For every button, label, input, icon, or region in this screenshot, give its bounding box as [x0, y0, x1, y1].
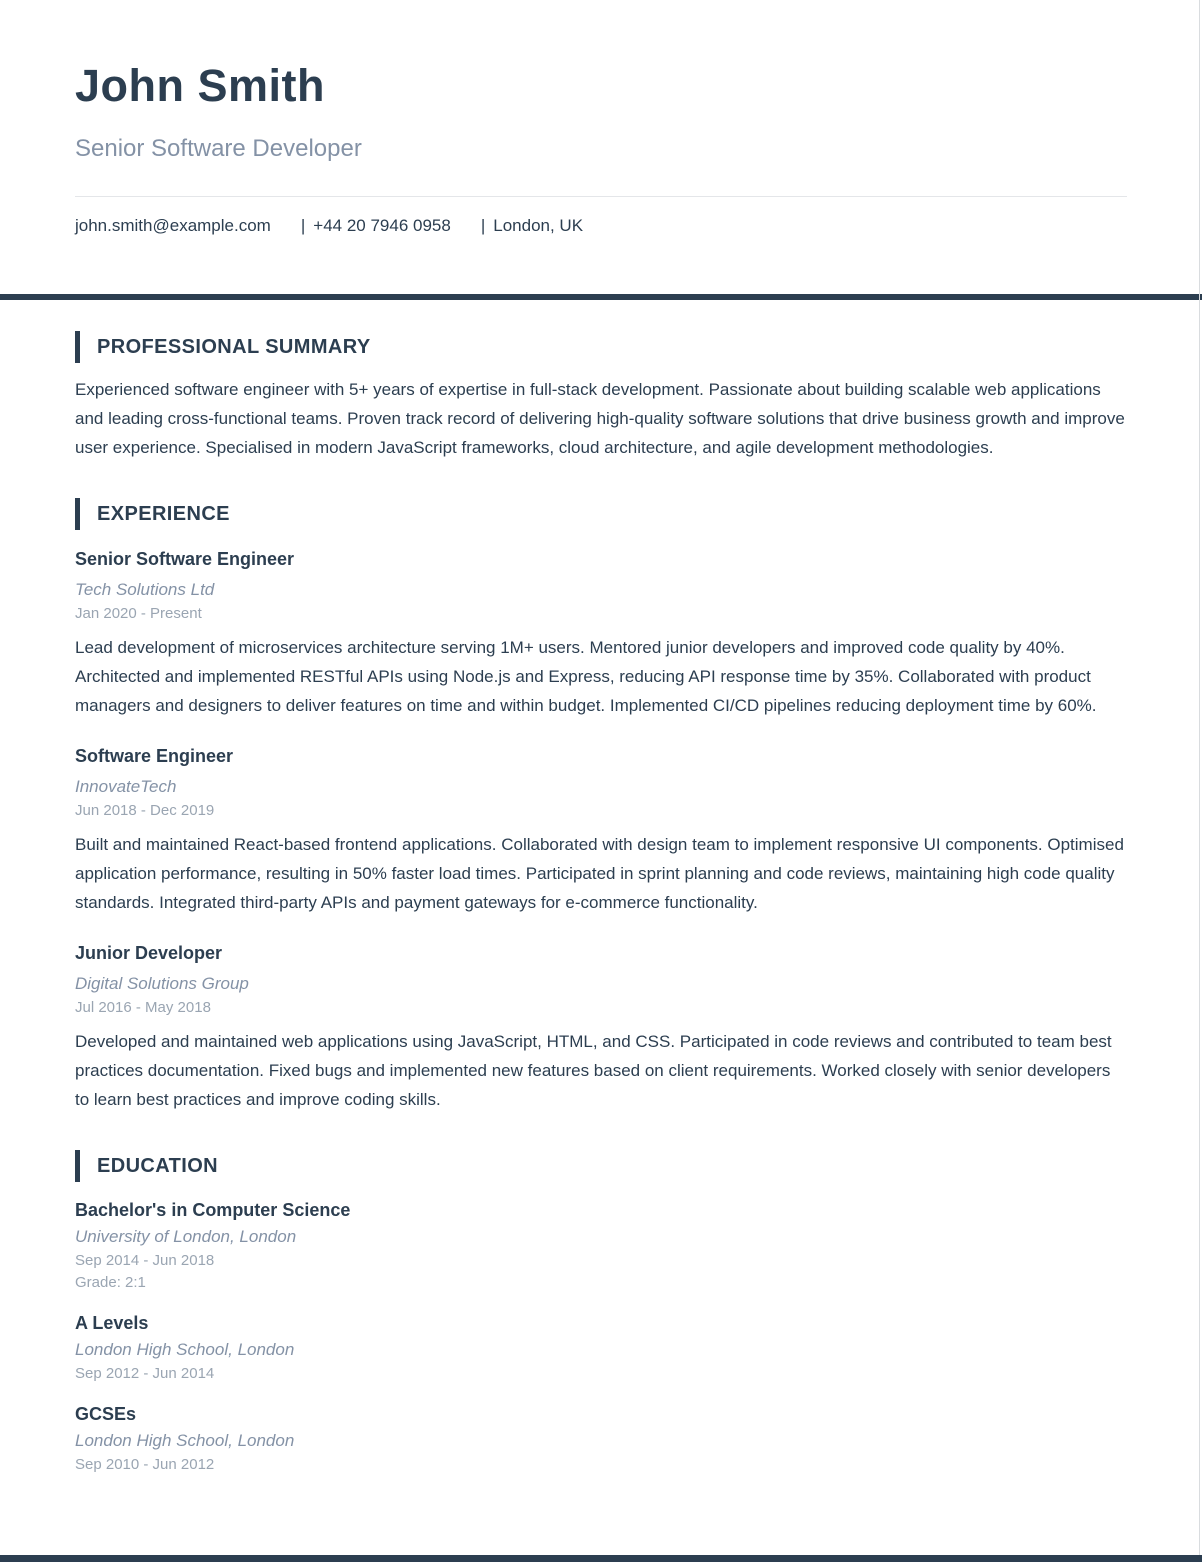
page-right-edge-line [1199, 0, 1200, 1562]
contact-location-group [481, 215, 583, 236]
job-description: Developed and maintained web applications using JavaScript, HTML, and CSS. Participated in code reviews and contributed to team best practices documentation. Fixed bugs and implemented new features based on client requirements. Worked closely with senior developers to learn best practices and improve coding skills. [75, 1032, 1112, 1109]
job-company: Tech Solutions Ltd [75, 580, 215, 599]
job-title: Software Engineer [75, 746, 234, 766]
experience-entry [75, 744, 1127, 917]
contact-info [75, 197, 1127, 236]
section-education [75, 1150, 1127, 1474]
job-dates: Jun 2018 - Dec 2019 [75, 802, 215, 819]
job-dates: Jul 2016 - May 2018 [75, 999, 211, 1016]
job-description: Lead development of microservices architecture serving 1M+ users. Mentored junior developers and improved code quality by 40%. Architected and implemented RESTful APIs using Node.js and Express, reducing API response time by 35%. Collaborated with product managers and designers to deliver features on time and within budget. Implemented CI/CD pipelines reducing deployment time by 60%. [75, 638, 1097, 715]
job-description: Built and maintained React-based frontend applications. Collaborated with design team to implement responsive UI components. Optimised application performance, resulting in 50% faster load times. Participated in sprint planning and code reviews, maintaining high code quality standards. Integrated third-party APIs and payment gateways for e-commerce functionality. [75, 835, 1124, 912]
section-professional-summary [75, 331, 1127, 462]
education-institution: London High School, London [75, 1431, 295, 1450]
job-dates: Jan 2020 - Present [75, 605, 202, 622]
contact-location: London, UK [493, 216, 584, 235]
education-entry [75, 1311, 1127, 1383]
contact-separator: | [480, 216, 486, 235]
experience-entry [75, 941, 1127, 1114]
education-entry [75, 1402, 1127, 1474]
contact-phone: +44 20 7946 0958 [313, 216, 451, 235]
resume-header [0, 0, 1202, 236]
experience-section-heading: EXPERIENCE [75, 498, 1127, 530]
education-title: GCSEs [75, 1404, 137, 1424]
education-institution: London High School, London [75, 1340, 295, 1359]
education-grade: Grade: 2:1 [75, 1274, 146, 1291]
contact-phone-group [301, 215, 451, 236]
footer-divider-bar [0, 1555, 1202, 1562]
education-entry [75, 1198, 1127, 1292]
candidate-name: John Smith [75, 60, 325, 111]
contact-email: john.smith@example.com [75, 216, 271, 235]
candidate-title: Senior Software Developer [75, 135, 362, 162]
education-section-heading: EDUCATION [75, 1150, 1127, 1182]
summary-text: Experienced software engineer with 5+ years of expertise in full-stack development. Passionate about building scalable web applications and leading cross-functional teams. Proven track record of delivering high-quality software solutions that drive business growth and improve user experience. Specialised in modern JavaScript frameworks, cloud architecture, and agile development methodologies. [75, 380, 1125, 457]
job-company: Digital Solutions Group [75, 974, 249, 993]
education-dates: Sep 2010 - Jun 2012 [75, 1456, 215, 1473]
job-title: Senior Software Engineer [75, 549, 295, 569]
education-institution: University of London, London [75, 1227, 297, 1246]
education-title: Bachelor's in Computer Science [75, 1200, 351, 1220]
summary-section-heading: PROFESSIONAL SUMMARY [75, 331, 1127, 363]
section-experience [75, 498, 1127, 1114]
resume-body [0, 300, 1202, 1474]
education-dates: Sep 2014 - Jun 2018 [75, 1252, 215, 1269]
job-title: Junior Developer [75, 943, 223, 963]
contact-separator: | [300, 216, 306, 235]
education-title: A Levels [75, 1313, 149, 1333]
experience-entry [75, 547, 1127, 720]
education-dates: Sep 2012 - Jun 2014 [75, 1365, 215, 1382]
job-company: InnovateTech [75, 777, 177, 796]
